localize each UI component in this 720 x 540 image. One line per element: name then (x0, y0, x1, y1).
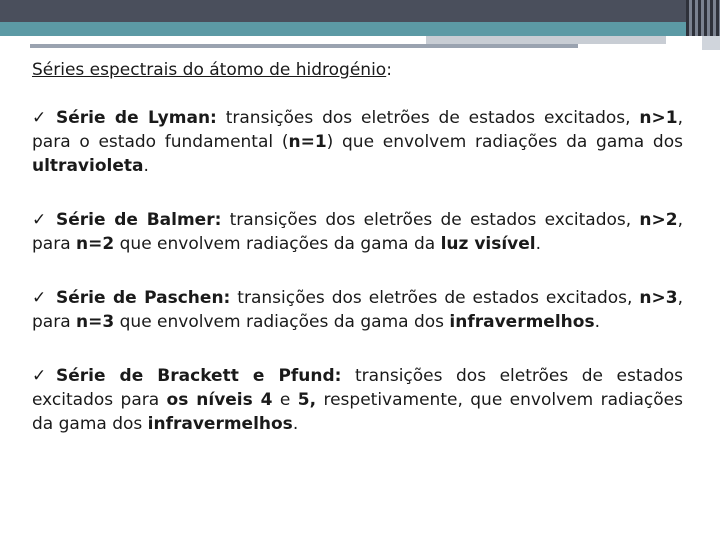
check-icon: ✓ (32, 288, 47, 308)
header-stripes (686, 0, 720, 36)
series-text: , para (32, 288, 683, 332)
series-bold: os níveis 4 (166, 390, 273, 410)
series-text: , para (32, 210, 683, 254)
series-text: . (292, 414, 299, 434)
series-bold: n>3 (639, 288, 678, 308)
series-text: que envolvem radiações da gama da (114, 234, 441, 254)
series-text: ) que envolvem radiações da gama dos (326, 132, 683, 152)
check-icon: ✓ (32, 108, 47, 128)
series-bold: luz visível (440, 234, 536, 254)
series-text: respetivamente, que envolvem radiações da gama dos (32, 390, 683, 434)
series-text: que envolvem radiações da gama dos (114, 312, 450, 332)
check-icon: ✓ (32, 366, 47, 386)
series-lyman (32, 106, 683, 178)
series-name: Série de Paschen: (56, 288, 231, 308)
series-brackett-pfund (32, 364, 683, 436)
series-text: , para o estado fundamental ( (32, 108, 684, 152)
series-text: transições dos eletrões de estados excitados, (230, 288, 640, 308)
header-accent-bar (426, 36, 666, 44)
title-colon: : (386, 60, 392, 80)
series-name: Série de Balmer: (56, 210, 222, 230)
series-text: . (594, 312, 600, 332)
series-bold: n>1 (639, 108, 678, 128)
header-underline-bar (30, 44, 578, 48)
check-icon: ✓ (32, 210, 47, 230)
series-name: Série de Lyman: (56, 108, 217, 128)
series-bold: infravermelhos (147, 414, 293, 434)
series-text: e (272, 390, 298, 410)
series-text: . (143, 156, 149, 176)
series-name: Série de Brackett e Pfund: (56, 366, 342, 386)
series-text: transições dos eletrões de estados excitados, (216, 108, 640, 128)
series-paschen (32, 286, 683, 334)
series-bold: n>2 (639, 210, 678, 230)
series-bold: n=3 (76, 312, 115, 332)
series-text: transições dos eletrões de estados excitados, (221, 210, 640, 230)
series-bold: 5, (297, 390, 317, 410)
series-text: transições dos eletrões de estados excitados para (32, 366, 683, 410)
series-bold: n=1 (288, 132, 327, 152)
title-text: Séries espectrais do átomo de hidrogénio (32, 60, 387, 80)
series-bold: infravermelhos (449, 312, 595, 332)
slide-title (32, 58, 683, 82)
series-bold: n=2 (76, 234, 115, 254)
series-balmer (32, 208, 683, 256)
header-dark-bar (0, 0, 720, 22)
series-bold: ultravioleta (32, 156, 144, 176)
slide-content (32, 58, 683, 466)
header-teal-bar (0, 22, 720, 36)
series-text: . (535, 234, 542, 254)
header-corner-block (702, 36, 720, 50)
